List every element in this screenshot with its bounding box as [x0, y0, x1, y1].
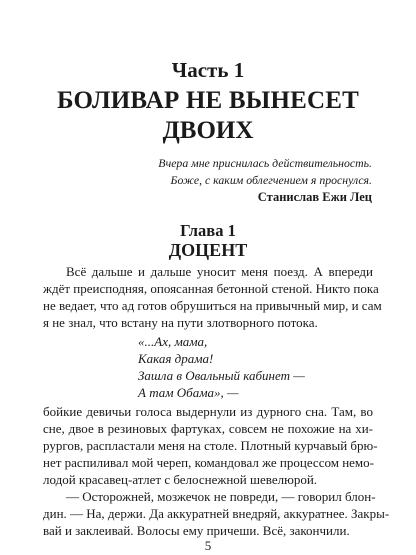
- paragraph-1-line: я не знал, что встану на пути злотворного потока.: [43, 315, 318, 330]
- page-number: 5: [204, 538, 212, 553]
- epigraph: [72, 0, 372, 210]
- chapter-number: Глава 1: [180, 221, 236, 240]
- paragraph-1-line: ждёт преисподняя, опоясанная бетонной стеной. Никто пока: [43, 281, 379, 296]
- poem-line: Какая драма!: [138, 351, 214, 366]
- epigraph-author: Станислав Ежи Лец: [257, 190, 372, 204]
- chapter-title: ДОЦЕНТ: [168, 240, 248, 260]
- poem-line: «...Ах, мама,: [138, 334, 208, 349]
- paragraph-2-line: сне, двое в резиновых фартуках, совсем не похожие на хи-: [43, 421, 373, 436]
- epigraph-line-2: Боже, с каким облегчением я проснулся.: [170, 173, 372, 187]
- epigraph-line-1: Вчера мне приснилась действительность.: [158, 156, 372, 170]
- paragraph-3-line: вай и заклеивай. Волосы ему причеши. Всё, закончили.: [43, 523, 350, 538]
- paragraph-2-line: нет распиливал мой череп, командовал же процессом немо-: [43, 455, 374, 470]
- poem-line: А там Обама», —: [138, 385, 239, 400]
- part-title-line-2: ДВОИХ: [162, 117, 254, 144]
- part-number: Часть 1: [171, 58, 245, 82]
- paragraph-1-line: Всё дальше и дальше уносит меня поезд. А впереди: [66, 264, 373, 279]
- paragraph-3-line: — Осторожней, мозжечок не повреди, — говорил блон-: [66, 489, 376, 504]
- poem-line: Зашла в Овальный кабинет —: [138, 368, 305, 383]
- paragraph-3-line: дин. — На, держи. Да аккуратней внедряй, аккуратнее. Закры-: [43, 506, 390, 521]
- part-title-line-1: БОЛИВАР НЕ ВЫНЕСЕТ: [56, 87, 360, 114]
- paragraph-2-line: бойкие девичьи голоса выдернули из дурного сна. Там, во: [43, 404, 373, 419]
- paragraph-1-line: не ведает, что ад готов обрушиться на привычный мир, и сам: [43, 298, 382, 313]
- paragraph-2-line: лодой красавец-атлет с белоснежной шевелюрой.: [43, 472, 318, 487]
- paragraph-2-line: рургов, распластали меня на столе. Плотный курчавый брю-: [43, 438, 378, 453]
